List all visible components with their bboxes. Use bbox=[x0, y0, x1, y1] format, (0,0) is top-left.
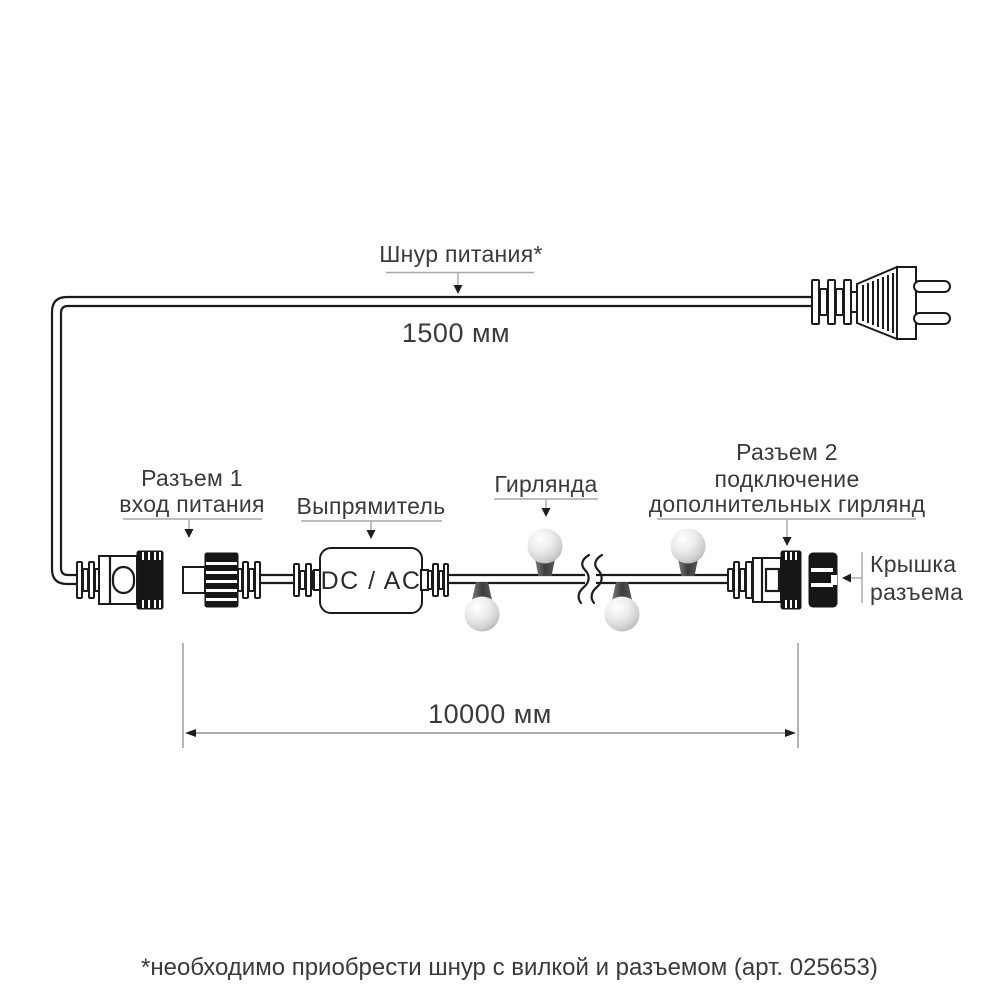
strain-relief-left bbox=[294, 564, 316, 596]
arrow-right-icon bbox=[785, 729, 796, 737]
connector2-label-line1: Разъем 2 bbox=[736, 439, 838, 465]
plug-prong-top bbox=[914, 281, 950, 292]
power-cord-label: Шнур питания* bbox=[379, 241, 543, 267]
rectifier-label: Выпрямитель bbox=[296, 493, 446, 519]
bulb-globe bbox=[528, 529, 563, 564]
cable-break-icon bbox=[579, 555, 602, 603]
power-plug bbox=[812, 267, 950, 339]
knurled-ring bbox=[137, 551, 163, 609]
connector-body bbox=[99, 556, 137, 604]
knurled-ring bbox=[781, 551, 801, 609]
arrow-left-icon bbox=[842, 574, 851, 583]
garland-label: Гирлянда bbox=[494, 471, 598, 497]
rectifier-callout bbox=[297, 493, 446, 539]
arrow-down-icon bbox=[185, 529, 194, 538]
bulb-globe bbox=[465, 597, 500, 632]
grooved-ring bbox=[205, 553, 238, 607]
garland-bulb bbox=[528, 529, 563, 577]
footnote: *необходимо приобрести шнур с вилкой и разъемом (арт. 025653) bbox=[141, 954, 878, 981]
arrow-down-icon bbox=[367, 530, 376, 539]
arrow-down-icon bbox=[542, 508, 551, 517]
arrow-left-icon bbox=[185, 729, 196, 737]
garland-bulb bbox=[671, 529, 706, 577]
connector2 bbox=[728, 551, 837, 609]
garland-bulb bbox=[465, 582, 500, 632]
connector-tip bbox=[183, 567, 205, 593]
strain-relief bbox=[77, 562, 99, 598]
connector1-label-line2: вход питания bbox=[119, 491, 265, 517]
garland-length-dimension bbox=[183, 643, 798, 748]
cap-callout bbox=[842, 551, 963, 605]
arrow-down-icon bbox=[783, 537, 792, 546]
arrow-down-icon bbox=[454, 285, 463, 294]
strain-relief-right bbox=[428, 564, 448, 596]
connector1-label-line1: Разъем 1 bbox=[141, 465, 243, 491]
bulb-globe bbox=[671, 529, 706, 564]
cap-label-line2: разъема bbox=[870, 579, 964, 605]
cap-label-line1: Крышка bbox=[870, 551, 957, 577]
plug-prong-bottom bbox=[914, 313, 950, 324]
connector2-label-line2: подключение bbox=[714, 466, 860, 492]
rectifier-box-text: DC / AC bbox=[320, 567, 422, 595]
plug-band bbox=[897, 267, 916, 339]
connector1-right bbox=[183, 553, 295, 607]
connector1-left bbox=[77, 551, 163, 609]
garland-bulb bbox=[605, 582, 640, 632]
plug-strain-relief bbox=[812, 280, 857, 324]
strain-relief bbox=[238, 562, 260, 598]
cord-length-label: 1500 мм bbox=[401, 318, 511, 348]
connector2-cap bbox=[809, 553, 837, 607]
power-cord-callout bbox=[379, 241, 542, 294]
bulb-globe bbox=[605, 597, 640, 632]
garland-length-label: 10000 мм bbox=[428, 699, 552, 729]
garland-callout bbox=[494, 471, 598, 517]
rectifier-box bbox=[294, 548, 448, 613]
connector1-callout bbox=[119, 465, 265, 538]
connector2-label-line3: дополнительных гирлянд bbox=[648, 491, 926, 517]
strain-relief bbox=[728, 562, 752, 598]
